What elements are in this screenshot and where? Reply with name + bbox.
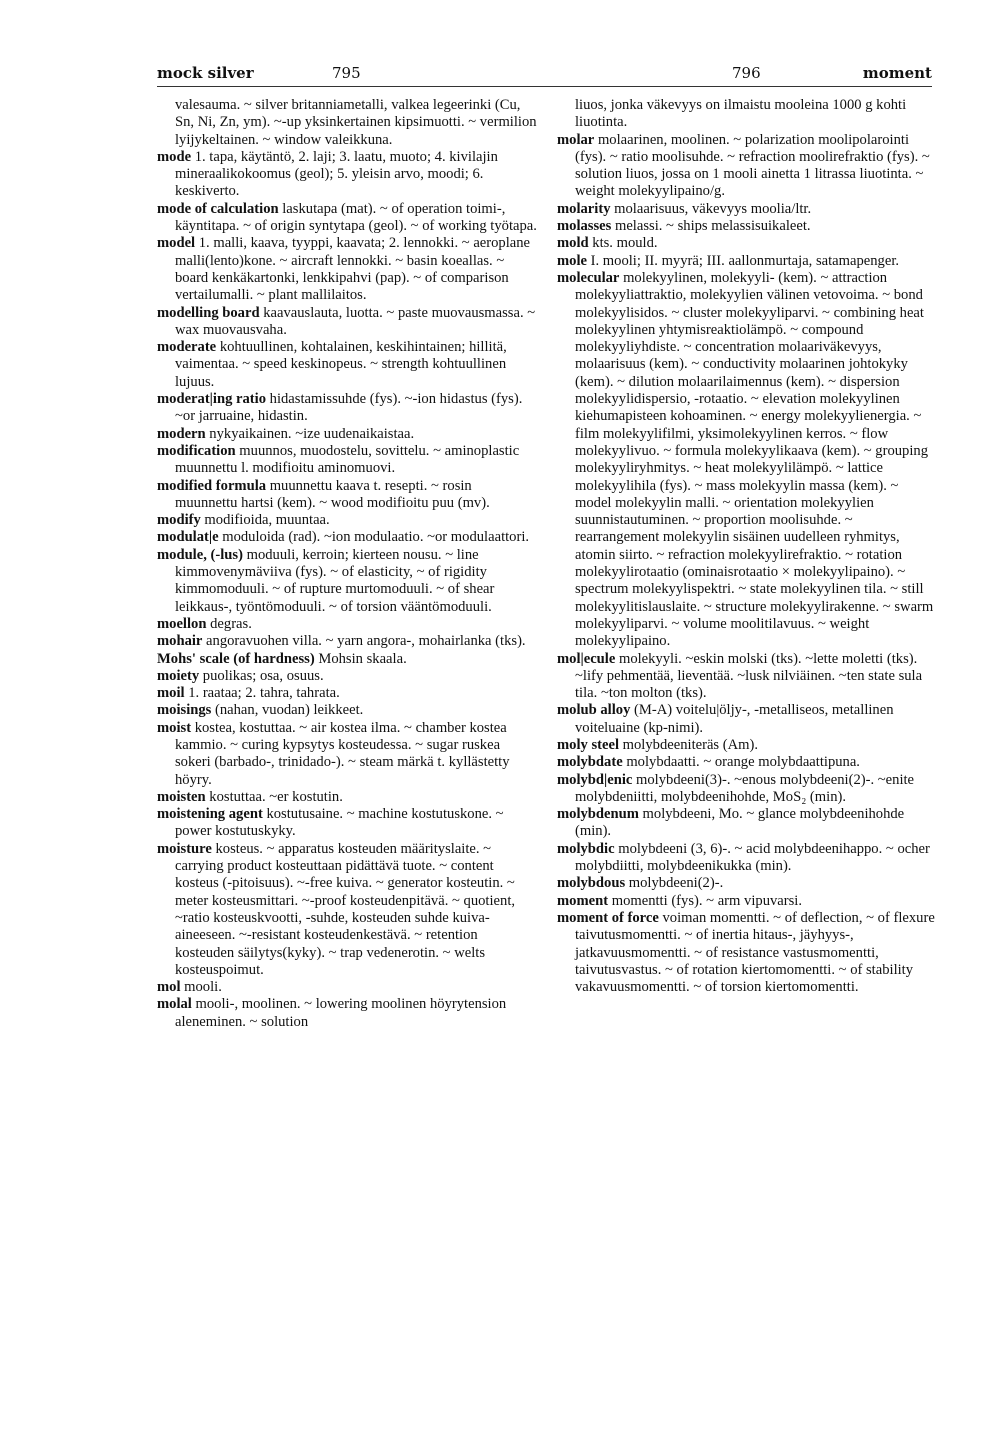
right-page-number: 796 <box>732 64 761 82</box>
entry-headword: modification <box>157 442 236 459</box>
entry-definition: hidastamissuhde (fys). ~-ion hidastus (fys). ~or jarruaine, hidastin. <box>175 391 523 425</box>
entry-headword: molybdic <box>557 840 615 857</box>
entry-headword: Mohs' scale (of hardness) <box>157 650 315 667</box>
entry-definition: kohtuullinen, kohtalainen, keskihintainen; hillitä, vaimentaa. ~ speed keskinopeus. ~ strength kohtuullinen lujuus. <box>175 339 507 390</box>
page-header <box>157 64 932 88</box>
entry-definition: (nahan, vuodan) leikkeet. <box>211 702 364 719</box>
entry-headword: modelling board <box>157 304 260 321</box>
entry-definition: modifioida, muuntaa. <box>200 512 330 529</box>
entry-definition: degras. <box>206 615 252 632</box>
entry-definition: kts. mould. <box>588 235 658 252</box>
dictionary-entry <box>157 426 537 443</box>
dictionary-entry <box>157 201 537 236</box>
dictionary-entry <box>157 996 537 1031</box>
dictionary-entry <box>157 235 537 304</box>
dictionary-entry <box>557 893 937 910</box>
entry-headword: modulat|e <box>157 529 219 546</box>
entry-headword: molecular <box>557 269 620 286</box>
entry-definition: muunnettu kaava t. resepti. ~ rosin muunnettu hartsi (kem). ~ wood modifioitu puu (mv). <box>175 477 490 511</box>
entry-headword: moly steel <box>557 736 620 753</box>
dictionary-entry <box>557 253 937 270</box>
entry-definition: 1. tapa, käytäntö, 2. laji; 3. laatu, muoto; 4. kivilajin mineraalikokoomus (geol); 5. yleisin arvo, moodi; 6. keskiverto. <box>175 148 498 200</box>
entry-definition: liuos, jonka väkevyys on ilmaistu mooleina 1000 g kohti liuotinta. <box>575 97 907 131</box>
right-guide-word: moment <box>862 64 932 82</box>
entry-headword: modern <box>157 425 206 442</box>
dictionary-entry <box>557 841 937 876</box>
entry-headword: mohair <box>157 633 203 650</box>
entry-headword: molybdenum <box>557 806 639 823</box>
entry-definition: 1. raataa; 2. tahra, tahrata. <box>184 685 340 702</box>
dictionary-entry <box>557 132 937 201</box>
dictionary-entry <box>157 806 537 841</box>
entry-definition: kosteus. ~ apparatus kosteuden määrityslaite. ~ carrying product kosteuttaan pidättävä tuote. ~ content kosteus (-pitoisuus). ~-free kuiva. ~ generator kosteutin. ~ meter kosteusmittari. ~-proof kosteudenpitävä. ~ quotient, ~ratio kosteuskvootti, -suhde, kosteuden suhde kuiva-aineeseen. ~-resistant kosteudenkestävä. ~ retention kosteuden säilytys(kyky). ~ trap vedenerotin. ~ welts kosteuspoimut. <box>175 840 516 978</box>
entry-headword: molal <box>157 996 192 1013</box>
entry-headword: molar <box>557 131 595 148</box>
entry-definition: kaavauslauta, luotta. ~ paste muovausmassa. ~ wax muovausvaha. <box>175 304 536 338</box>
entry-definition: laskutapa (mat). ~ of operation toimi-, käyntitapa. ~ of origin syntytapa (geol). ~ of working työtapa. <box>175 200 537 235</box>
dictionary-entry <box>157 391 537 426</box>
dictionary-entry <box>557 875 937 892</box>
entry-definition: molybdeeni (3, 6)-. ~ acid molybdeenihappo. ~ ocher molybdiitti, molybdeenikukka (min). <box>575 840 930 875</box>
entry-definition: molybdeeni(3)-. ~enous molybdeeni(2)-. ~enite molybdeniitti, molybdeenihohde, MoS₂ (min). <box>575 771 915 805</box>
entry-headword: moil <box>157 685 185 702</box>
entry-headword: moiety <box>157 667 200 684</box>
entry-headword: moment of force <box>557 909 659 926</box>
entry-definition: I. mooli; II. myyrä; III. aallonmurtaja, satamapenger. <box>587 252 900 269</box>
entry-headword: moisten <box>157 788 206 805</box>
dictionary-entry <box>557 97 937 132</box>
entry-headword: mol|ecule <box>557 650 616 667</box>
dictionary-entry <box>157 149 537 201</box>
entry-headword: mode of calculation <box>157 200 279 217</box>
entry-headword: mode <box>157 148 192 165</box>
entry-definition: moduloida (rad). ~ion modulaatio. ~or modulaattori. <box>218 529 530 546</box>
entry-headword: molybdate <box>557 754 623 771</box>
entry-definition: mooli. <box>180 979 222 996</box>
entry-definition: molaarisuus, väkevyys moolia/ltr. <box>610 200 812 217</box>
entry-definition: molybdaatti. ~ orange molybdaattipuna. <box>622 754 860 771</box>
dictionary-entry <box>157 443 537 478</box>
entry-definition: momentti (fys). ~ arm vipuvarsi. <box>608 892 803 909</box>
entry-definition: molekyyli. ~eskin molski (tks). ~lette moletti (tks). ~lify pehmentää, lieventää. ~lusk nilviäinen. ~ten state sula tila. ~ton molton (tks). <box>575 650 923 702</box>
entry-definition: melassi. ~ ships melassisuikaleet. <box>611 218 811 235</box>
dictionary-entry <box>157 979 537 996</box>
dictionary-entry <box>157 616 537 633</box>
dictionary-entry <box>557 754 937 771</box>
entry-definition: molekyylinen, molekyyli- (kem). ~ attraction molekyyliattraktio, molekyylien välinen vetovoima. ~ bond molekyylisidos. ~ cluster molekyyliparvi. ~ combining heat molekyylinen yhtymisreaktiolämpö. ~ compound molekyyliyhdiste. ~ concentration molaariväkevyys, molaarisuus (kem). ~ conductivity molaarinen johtokyky (kem). ~ dilution molaarilaimennus (kem). ~ dispersion molekyylidispersio, -rotaatio. ~ elevation molekyylinen kiehumapisteen kohoaminen. ~ energy molekyylienergia. ~ film molekyylifilmi, yksimolekyylinen kerros. ~ flow molekyylivuo. ~ formula molekyylikaava (kem). ~ grouping molekyyliryhmitys. ~ heat molekyylilämpö. ~ lattice molekyylihila (fys). ~ mass molekyylin massa (kem). ~ model molekyylin malli. ~ orientation molekyylien suunnistautuminen. ~ proportion moolisuhde. ~ rearrangement molekyylin sisäinen uudelleen ryhmitys, atomin siirto. ~ refraction molekyylirefraktio. ~ rotation molekyylirotaatio (ominaisrotaatio × molekyylipaino). ~ spectrum molekyylispektri. ~ state molekyylinen tila. ~ still molekyylitislauslaite. ~ structure molekyylirakenne. ~ swarm molekyyliparvi. ~ volume moolitilavuus. ~ weight molekyylipaino. <box>575 269 934 650</box>
entry-definition: molaarinen, moolinen. ~ polarization moolipolarointi (fys). ~ ratio moolisuhde. ~ refraction moolirefraktio (fys). ~ solution liuos, jossa on 1 mooli ainetta 1 litrassa liuotinta. ~ weight molekyylipaino/g. <box>575 131 930 200</box>
right-column <box>557 97 937 996</box>
dictionary-entry <box>157 97 537 149</box>
dictionary-entry <box>157 789 537 806</box>
entry-definition: molybdeeni, Mo. ~ glance molybdeenihohde (min). <box>575 806 905 840</box>
entry-headword: moellon <box>157 615 207 632</box>
dictionary-entry <box>157 305 537 340</box>
entry-definition: molybdeeni(2)-. <box>625 875 724 892</box>
entry-definition: kostutusaine. ~ machine kostutuskone. ~ power kostutuskyky. <box>175 806 504 840</box>
entry-headword: moisings <box>157 702 212 719</box>
dictionary-entry <box>557 702 937 737</box>
entry-headword: molarity <box>557 200 611 217</box>
entry-headword: mold <box>557 235 589 252</box>
dictionary-entry <box>157 685 537 702</box>
entry-definition: muunnos, muodostelu, sovittelu. ~ aminoplastic muunnettu l. modifioitu aminomuovi. <box>175 442 520 477</box>
dictionary-entry <box>157 702 537 719</box>
dictionary-entry <box>157 668 537 685</box>
entry-headword: molybd|enic <box>557 771 633 788</box>
dictionary-entry <box>557 218 937 235</box>
entry-headword: moderat|ing ratio <box>157 391 266 408</box>
dictionary-entry <box>557 737 937 754</box>
dictionary-entry <box>557 235 937 252</box>
entry-headword: molub alloy <box>557 702 631 719</box>
entry-headword: module, (-lus) <box>157 546 243 563</box>
entry-headword: modified formula <box>157 477 267 494</box>
entry-definition: angoravuohen villa. ~ yarn angora-, mohairlanka (tks). <box>202 633 526 650</box>
entry-headword: molybdous <box>557 875 626 892</box>
entry-headword: molasses <box>557 218 612 235</box>
dictionary-entry <box>157 720 537 789</box>
entry-definition: mooli-, moolinen. ~ lowering moolinen höyrytension aleneminen. ~ solution <box>175 996 507 1030</box>
dictionary-entry <box>157 651 537 668</box>
entry-definition: kostea, kostuttaa. ~ air kostea ilma. ~ chamber kostea kammio. ~ curing kypsytys kosteudessa. ~ sugar ruskea sokeri (barbado-, trinidado-). ~ steam märkä t. kyllästetty höyry. <box>175 719 510 788</box>
entry-headword: mol <box>157 979 181 996</box>
left-column <box>157 97 537 1031</box>
dictionary-entry <box>557 772 937 807</box>
dictionary-entry <box>157 547 537 616</box>
entry-headword: model <box>157 235 196 252</box>
dictionary-entry <box>157 529 537 546</box>
entry-headword: moist <box>157 719 192 736</box>
dictionary-entry <box>157 633 537 650</box>
dictionary-entry <box>557 270 937 651</box>
dictionary-entry <box>157 841 537 979</box>
dictionary-entry <box>557 806 937 841</box>
dictionary-entry <box>157 339 537 391</box>
dictionary-entry <box>557 910 937 996</box>
header-rule <box>157 86 932 87</box>
entry-headword: moistening agent <box>157 806 263 823</box>
entry-definition: valesauma. ~ silver britanniametalli, valkea legeerinki (Cu, Sn, Ni, Zn, ym). ~-up yksinkertainen kipsimuotti. ~ vermilion lyijykeltainen. ~ window valeikkuna. <box>175 97 537 148</box>
entry-headword: moisture <box>157 840 212 857</box>
dictionary-entry <box>557 201 937 218</box>
entry-headword: moment <box>557 892 609 909</box>
left-guide-word: mock silver <box>157 64 254 82</box>
entry-definition: 1. malli, kaava, tyyppi, kaavata; 2. lennokki. ~ aeroplane malli(lento)kone. ~ aircraft lennokki. ~ basin koeallas. ~ board kenkäkartonki, lenkkipahvi (pap). ~ of comparison vertailumalli. ~ plant mallilaitos. <box>175 235 531 304</box>
entry-definition: kostuttaa. ~er kostutin. <box>205 788 343 805</box>
entry-definition: moduuli, kerroin; kierteen nousu. ~ line kimmovenymäviiva (fys). ~ of elasticity, ~ of rigidity kimmomoduuli. ~ of rupture murtomoduuli. ~ of shear leikkaus-, työntömoduuli. ~ of torsion vääntömoduuli. <box>175 546 495 615</box>
entry-definition: nykyaikainen. ~ize uudenaikaistaa. <box>205 425 415 442</box>
entry-headword: moderate <box>157 339 217 356</box>
dictionary-entry <box>157 512 537 529</box>
entry-definition: puolikas; osa, osuus. <box>199 667 324 684</box>
dictionary-entry <box>557 651 937 703</box>
entry-definition: molybdeeniteräs (Am). <box>619 736 759 753</box>
entry-definition: voiman momentti. ~ of deflection, ~ of flexure taivutusmomentti. ~ of inertia hitaus-, jäyhyys-, jatkavuusmomentti. ~ of resistance vastusmomentti, taivutusvastus. ~ of rotation kiertomomentti. ~ of stability vakavuusmomentti. ~ of torsion kiertomomentti. <box>575 909 935 996</box>
dictionary-entry <box>157 478 537 513</box>
entry-headword: mole <box>557 252 587 269</box>
entry-headword: modify <box>157 512 201 529</box>
left-page-number: 795 <box>332 64 361 82</box>
entry-definition: Mohsin skaala. <box>314 650 407 667</box>
entry-definition: (M-A) voitelu|öljy-, -metalliseos, metallinen voiteluaine (kp-nimi). <box>575 702 894 736</box>
